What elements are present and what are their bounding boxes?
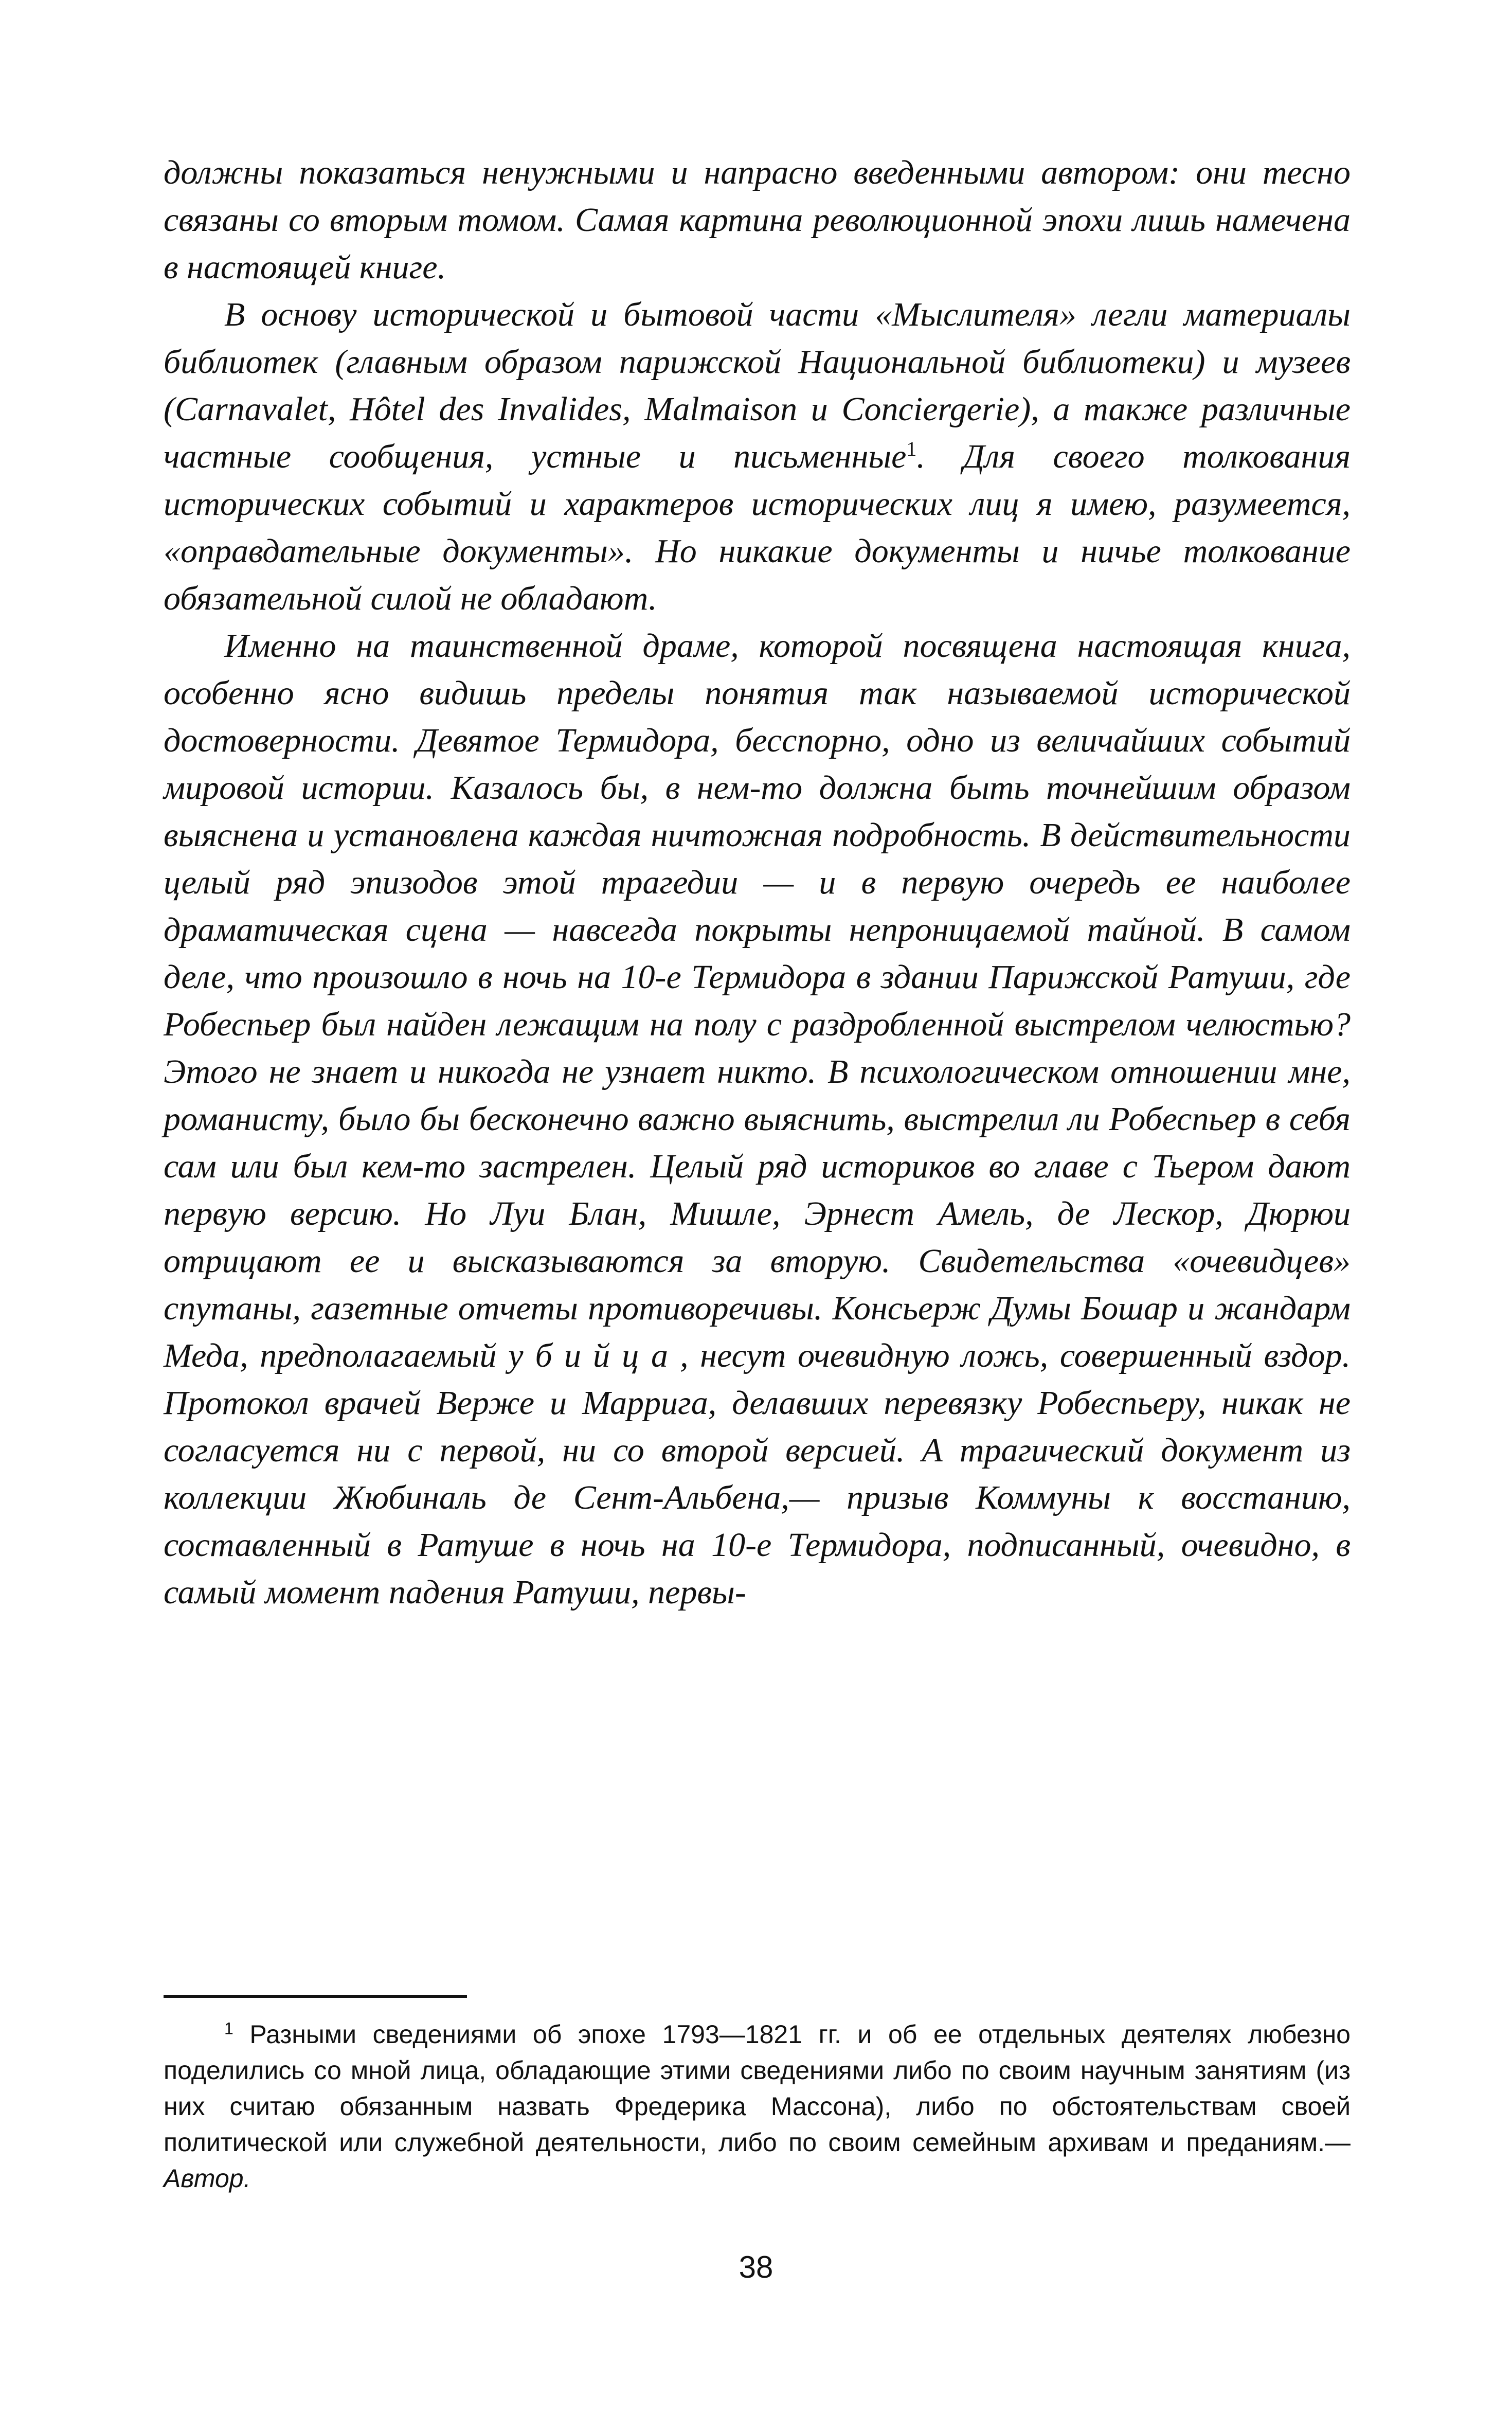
footnote-mark: 1 xyxy=(224,2019,233,2038)
emphasized-word: убийца xyxy=(508,1337,680,1374)
paragraph-sources xyxy=(164,291,1351,622)
paragraph-text: должны показаться ненужными и напрасно введенными автором: они тесно связаны со вторым томом. Самая картина революционной эпохи лишь намечена в настоящей книге. xyxy=(164,154,1351,286)
main-text xyxy=(164,149,1351,1616)
footnote-divider xyxy=(164,1995,467,1998)
footnote-reference[interactable]: 1 xyxy=(906,437,917,460)
paragraph-continuation xyxy=(164,149,1351,291)
page-number: 38 xyxy=(739,2250,773,2284)
paragraph-text: В основу исторической и бытовой части «Мыслителя» легли материалы библиотек (главным образом парижской Национальной библиотеки) и музеев (Carnavalet, Hôtel des Invalides, Malmaison и Conciergerie), а также различные частные сообщения, устные и письменные xyxy=(164,296,1351,475)
footnote xyxy=(164,2016,1351,2196)
footnote-author: Автор. xyxy=(164,2164,251,2193)
paragraph-thermidor xyxy=(164,622,1351,1616)
footnote-text: Разными сведениями об эпохе 1793—1821 гг. и об ее отдельных деятелях любезно поделились со мной лица, обладающие этими сведениями либо по своим научным занятиям (из них считаю обязанным назвать Фредерика Массона), либо по обстоятельствам своей политической или служебной деятельности, либо по своим семейным архивам и преданиям.— xyxy=(164,2020,1351,2157)
paragraph-text: , несут очевидную ложь, совершенный вздор. Протокол врачей Верже и Марригa, делавших перевязку Робеспьеру, никак не согласуется ни с первой, ни со второй версией. А трагический документ из коллекции Жюбиналь де Сент-Альбена,— призыв Коммуны к восстанию, составленный в Ратуше в ночь на 10-е Термидора, подписанный, очевидно, в самый момент падения Ратуши, первы- xyxy=(164,1337,1351,1611)
paragraph-text: Именно на таинственной драме, которой посвящена настоящая книга, особенно ясно видишь пределы понятия так называемой исторической достоверности. Девятое Термидора, бесспорно, одно из величайших событий мировой истории. Казалось бы, в нем-то должна быть точнейшим образом выяснена и установлена каждая ничтожная подробность. В действительности целый ряд эпизодов этой трагедии — и в первую очередь ее наиболее драматическая сцена — навсегда покрыты непроницаемой тайной. В самом деле, что произошло в ночь на 10-е Термидора в здании Парижской Ратуши, где Робеспьер был найден лежащим на полу с раздробленной выстрелом челюстью? Этого не знает и никогда не узнает никто. В психологическом отношении мне, романисту, было бы бесконечно важно выяснить, выстрелил ли Робеспьер в себя сам или был кем-то застрелен. Целый ряд историков во главе с Тьером дают первую версию. Но Луи Блан, Мишле, Эрнест Амель, де Лескор, Дюрюи отрицают ее и высказываются за вторую. Свидетельства «очевидцев» спутаны, газетные отчеты противоречивы. Консьерж Думы Бошар и жандарм Меда, предполагаемый xyxy=(164,627,1351,1374)
paragraph-text: . Для своего толкования исторических событий и характеров исторических лиц я имею, разумеется, «оправдательные документы». Но никакие документы и ничье толкование обязательной силой не обладают. xyxy=(164,438,1351,617)
